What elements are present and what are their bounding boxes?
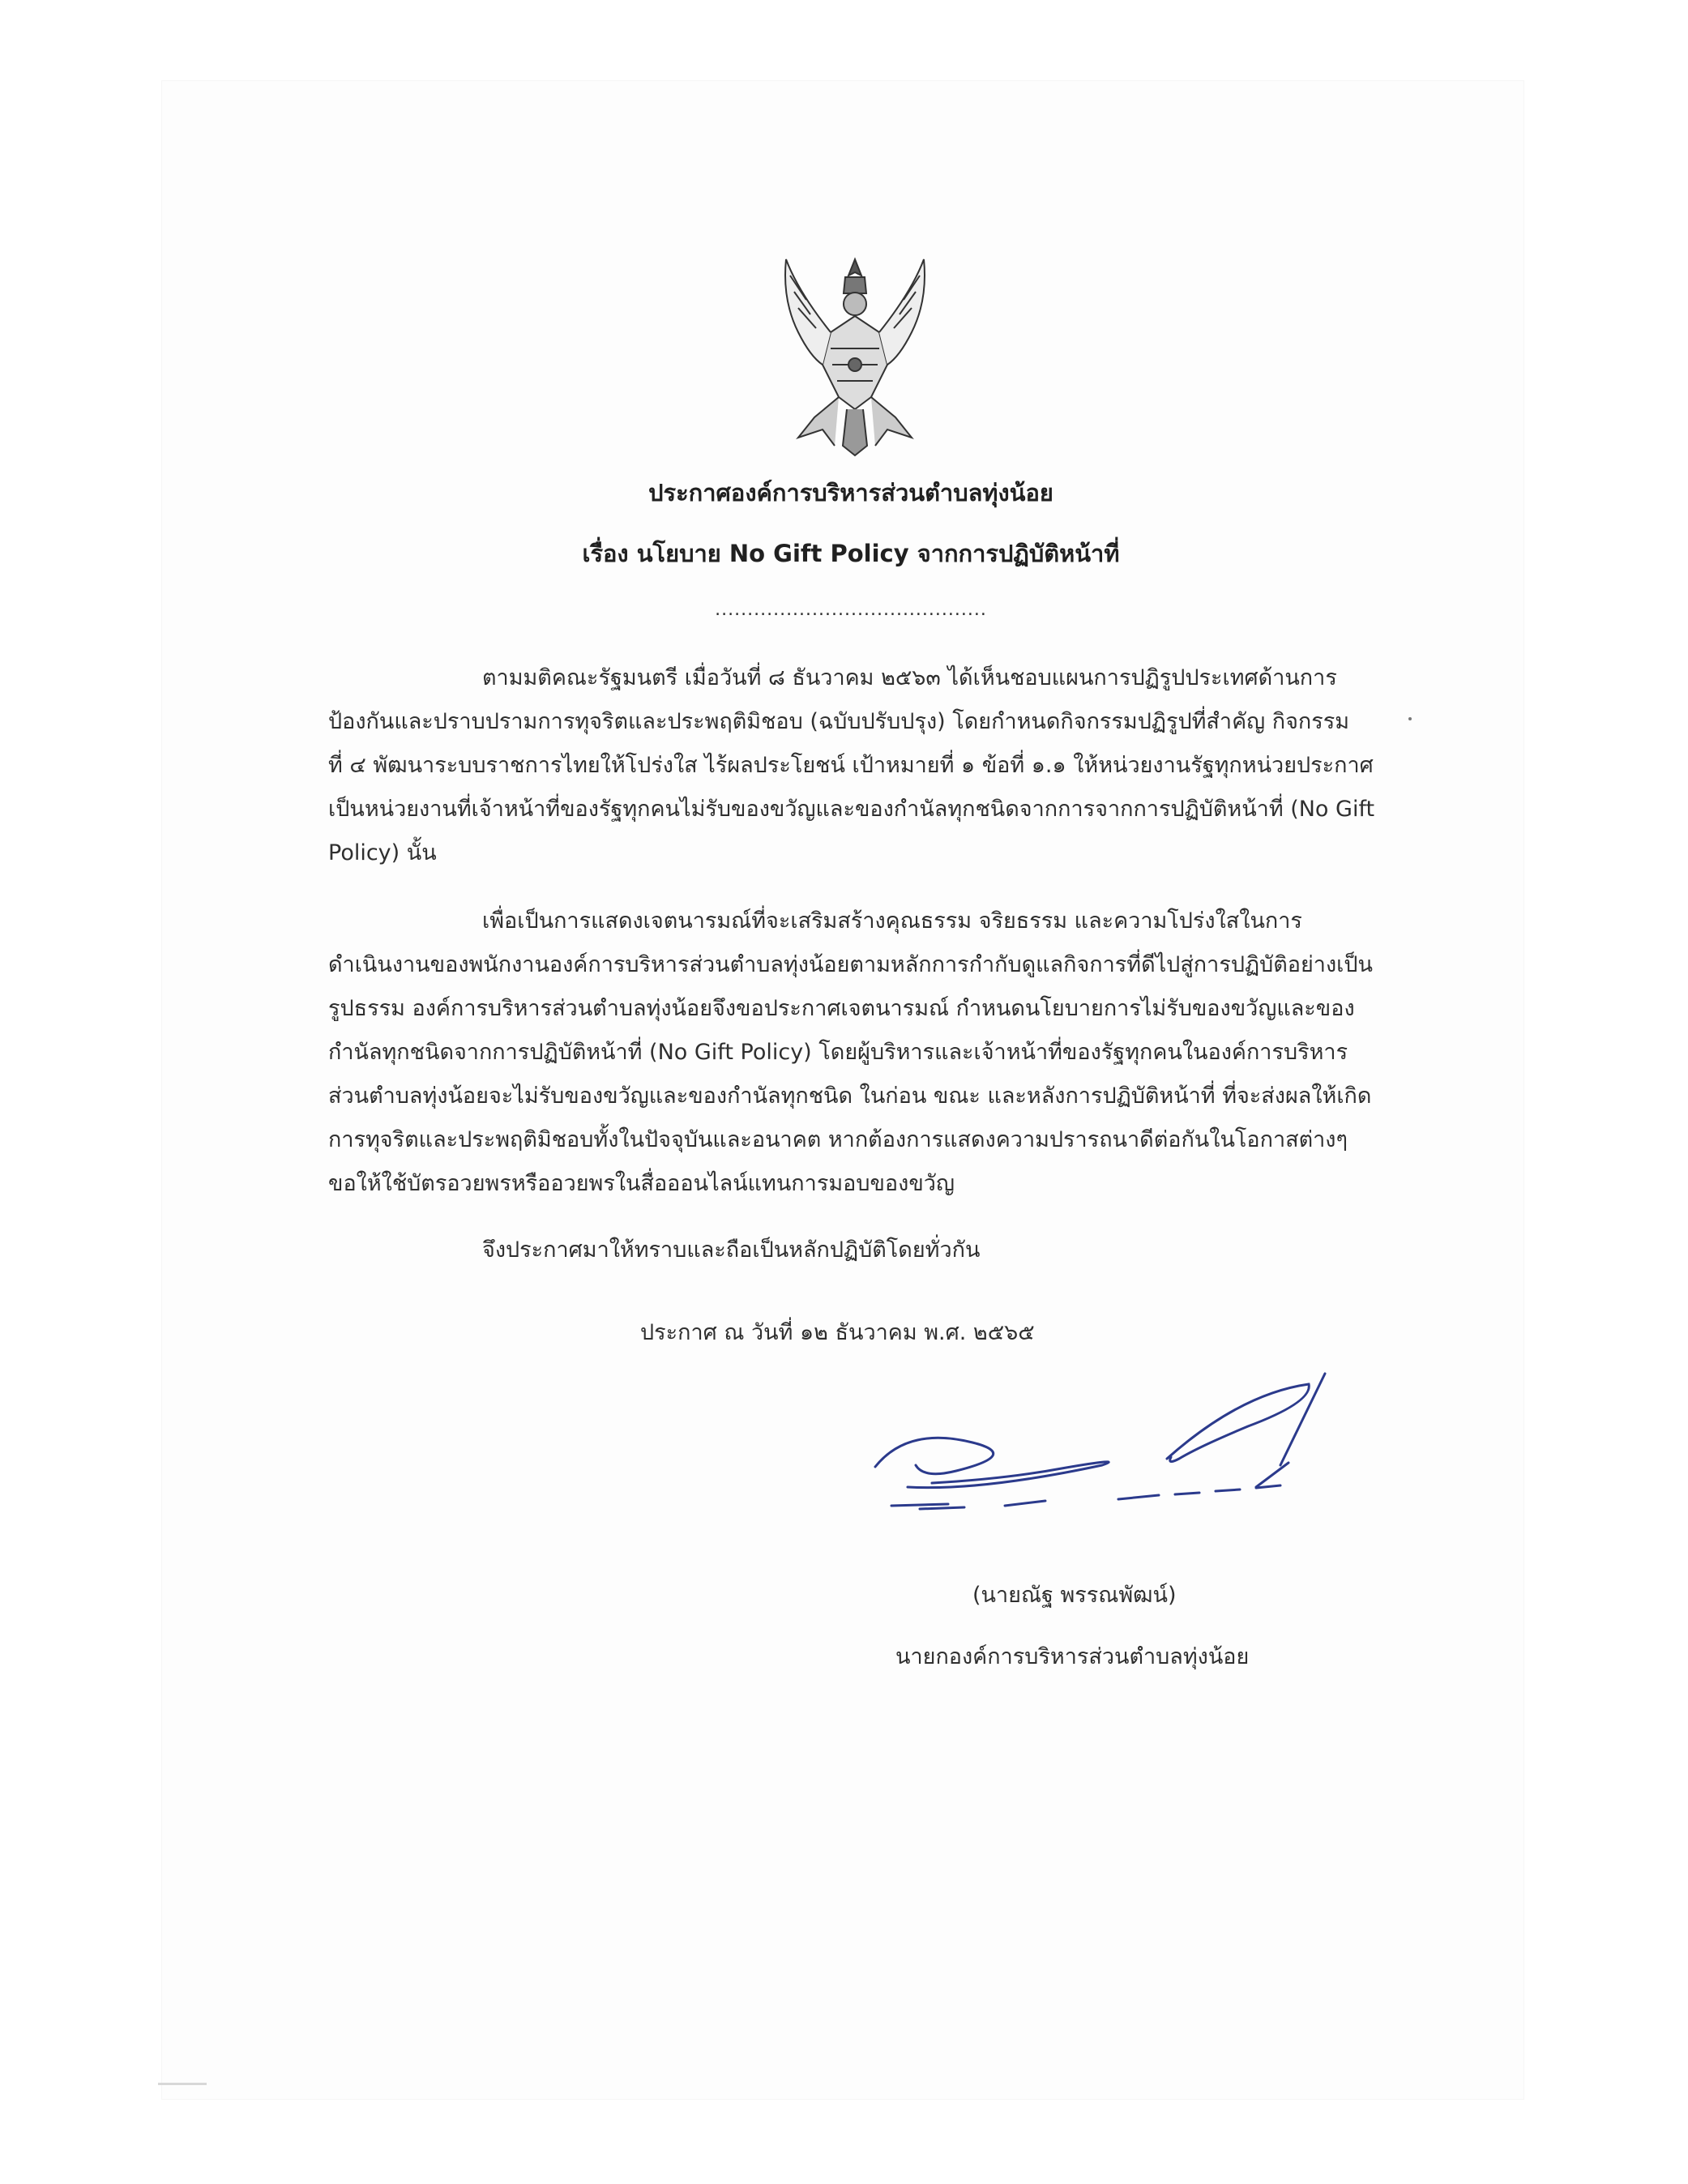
announcement-date: ประกาศ ณ วันที่ ๑๒ ธันวาคม พ.ศ. ๒๕๖๕: [640, 1320, 1035, 1345]
subject-heading: เรื่อง นโยบาย No Gift Policy จากการปฏิบัติหน้าที่: [582, 540, 1120, 567]
garuda-emblem-icon: [774, 243, 936, 462]
signer-title: นายกองค์การบริหารส่วนตำบลทุ่งน้อย: [895, 1644, 1250, 1669]
paragraph-line: ตามมติคณะรัฐมนตรี เมื่อวันที่ ๘ ธันวาคม ๒๕๖๓ ได้เห็นชอบแผนการปฏิรูปประเทศด้านการ: [482, 665, 1337, 690]
paragraph-line: ขอให้ใช้บัตรอวยพรหรืออวยพรในสื่อออนไลน์แทนการมอบของขวัญ: [328, 1171, 955, 1196]
paragraph-line: รูปธรรม องค์การบริหารส่วนตำบลทุ่งน้อยจึงขอประกาศเจตนารมณ์ กำหนดนโยบายการไม่รับของขวัญและของ: [328, 996, 1355, 1021]
stray-dot: [1408, 717, 1412, 720]
signer-name: (นายณัฐ พรรณพัฒน์): [972, 1583, 1177, 1608]
scan-mark: [158, 2083, 207, 2085]
paragraph-line: เพื่อเป็นการแสดงเจตนารมณ์ที่จะเสริมสร้างคุณธรรม จริยธรรม และความโปร่งใสในการ: [482, 908, 1302, 934]
paragraph-line: ที่ ๔ พัฒนาระบบราชการไทยให้โปร่งใส ไร้ผลประโยชน์ เป้าหมายที่ ๑ ข้อที่ ๑.๑ ให้หน่วยงานรัฐทุกหน่วยประกาศ: [328, 753, 1374, 778]
closing-statement: จึงประกาศมาให้ทราบและถือเป็นหลักปฏิบัติโดยทั่วกัน: [482, 1237, 981, 1263]
paragraph-line: ป้องกันและปราบปรามการทุจริตและประพฤติมิชอบ (ฉบับปรับปรุง) โดยกำหนดกิจกรรมปฏิรูปที่สำคัญ กิจกรรม: [328, 709, 1350, 734]
paragraph-resolution: [328, 656, 1414, 875]
org-heading: ประกาศองค์การบริหารส่วนตำบลทุ่งน้อย: [648, 479, 1053, 506]
paragraph-line: เป็นหน่วยงานที่เจ้าหน้าที่ของรัฐทุกคนไม่รับของขวัญและของกำนัลทุกชนิดจากการจากการปฏิบัติหน้าที่ (No Gift: [328, 797, 1375, 822]
paragraph-line: Policy) นั้น: [328, 840, 437, 865]
paragraph-line: กำนัลทุกชนิดจากการปฏิบัติหน้าที่ (No Gift Policy) โดยผู้บริหารและเจ้าหน้าที่ของรัฐทุกคนในองค์การบริหาร: [328, 1040, 1348, 1065]
handwritten-signature-icon: [859, 1370, 1394, 1524]
paragraph-intent: [328, 900, 1414, 1206]
paragraph-line: ส่วนตำบลทุ่งน้อยจะไม่รับของขวัญและของกำนัลทุกชนิด ในก่อน ขณะ และหลังการปฏิบัติหน้าที่ ที่จะส่งผลให้เกิด: [328, 1083, 1372, 1109]
paragraph-line: การทุจริตและประพฤติมิชอบทั้งในปัจจุบันและอนาคต หากต้องการแสดงความปรารถนาดีต่อกันในโอกาสต่างๆ: [328, 1127, 1348, 1152]
heading-divider: ..........................................: [715, 600, 987, 620]
paragraph-line: ดำเนินงานของพนักงานองค์การบริหารส่วนตำบลทุ่งน้อยตามหลักการกำกับดูแลกิจการที่ดีไปสู่การปฏิบัติอย่างเป็น: [328, 952, 1373, 977]
